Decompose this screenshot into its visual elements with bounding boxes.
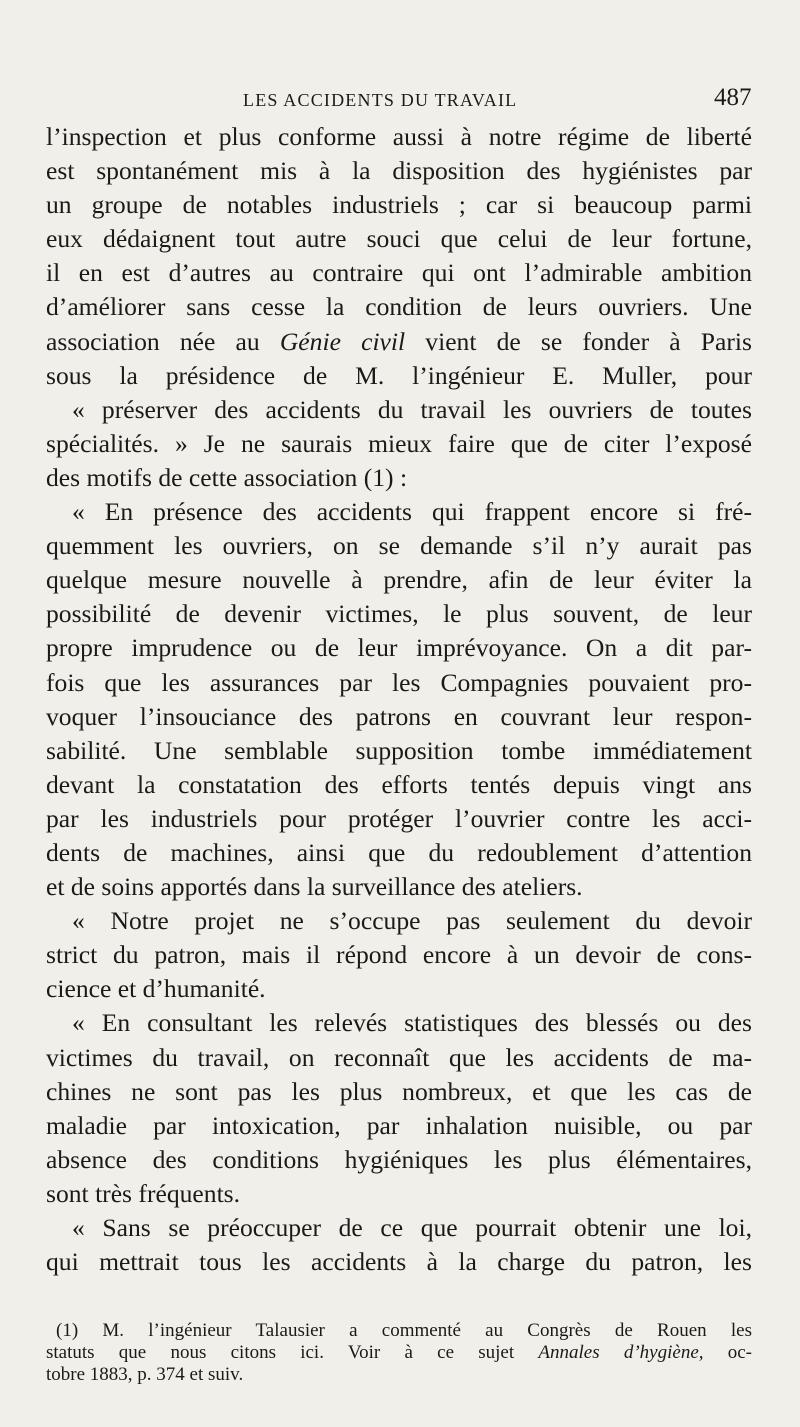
text-fragment: association née au (46, 326, 260, 356)
text-line: un groupe de notables industriels ; car si beaucoup parmi (46, 190, 752, 220)
body-text (46, 120, 752, 1279)
footnote-line: tobre 1883, p. 374 et suiv. (46, 1364, 244, 1385)
journal-title: Annales d’hygiène, (538, 1342, 704, 1363)
text-line: est spontanément mis à la disposition des hygiénistes par (46, 156, 752, 186)
text-line: d’améliorer sans cesse la condition de leurs ouvriers. Une (46, 292, 752, 322)
text-line: l’inspection et plus conforme aussi à notre régime de liberté (46, 122, 752, 151)
text-line: strict du patron, mais il répond encore à un devoir de cons- (46, 940, 752, 970)
text-line: quelque mesure nouvelle à prendre, afin de leur éviter la (46, 565, 752, 595)
text-line: cience et d’humanité. (46, 974, 266, 1004)
text-fragment: statuts que nous citons ici. Voir à ce sujet (46, 1342, 515, 1363)
text-line: quemment les ouvriers, on se demande s’il n’y aurait pas (46, 531, 752, 561)
text-line: « Sans se préoccuper de ce que pourrait obtenir une loi, (72, 1213, 752, 1242)
text-line: « préserver des accidents du travail les ouvriers de toutes (72, 394, 752, 424)
running-title: LES ACCIDENTS DU TRAVAIL (243, 90, 518, 110)
text-line: sous la présidence de M. l’ingénieur E. Muller, pour (46, 360, 752, 390)
text-line: devant la constatation des efforts tentés depuis vingt ans (46, 769, 752, 799)
text-line: possibilité de devenir victimes, le plus souvent, de leur (46, 599, 752, 629)
page-header (0, 84, 800, 120)
footnote-line (46, 1342, 752, 1364)
text-fragment: vient de se fonder à Paris (425, 326, 752, 356)
footnote-line: (1) M. l’ingénieur Talausier a commenté au Congrès de Rouen les (56, 1320, 752, 1341)
text-line: sabilité. Une semblable supposition tombe immédiatement (46, 735, 752, 765)
journal-title: Génie civil (279, 326, 406, 356)
text-line: eux dédaignent tout autre souci que celui de leur fortune, (46, 224, 752, 254)
text-line: dents de machines, ainsi que du redoublement d’attention (46, 837, 752, 867)
text-line: victimes du travail, on reconnaît que les accidents de ma- (46, 1042, 752, 1072)
text-line: et de soins apportés dans la surveillance des ateliers. (46, 872, 583, 902)
text-line: spécialités. » Je ne saurais mieux faire que de citer l’exposé (46, 428, 752, 458)
text-line: maladie par intoxication, par inhalation nuisible, ou par (46, 1110, 752, 1140)
text-line: « En présence des accidents qui frappent encore si fré- (72, 497, 752, 527)
text-line: des motifs de cette association (1) : (46, 462, 408, 492)
text-line: absence des conditions hygiéniques les plus élémentaires, (46, 1144, 752, 1174)
footnotes (46, 1320, 752, 1386)
text-line: qui mettrait tous les accidents à la charge du patron, les (46, 1247, 752, 1277)
text-line: par les industriels pour protéger l’ouvrier contre les acci- (46, 803, 752, 833)
text-line: propre imprudence ou de leur imprévoyance. On a dit par- (46, 633, 752, 663)
page-number: 487 (714, 84, 752, 111)
text-line: sont très fréquents. (46, 1178, 241, 1208)
text-fragment: oc- (727, 1342, 752, 1363)
text-line: « En consultant les relevés statistiques des blessés ou des (72, 1008, 752, 1038)
text-line (46, 325, 752, 359)
text-line: chines ne sont pas les plus nombreux, et que les cas de (46, 1076, 752, 1106)
text-line: il en est d’autres au contraire qui ont l’admirable ambition (46, 258, 752, 288)
text-line: « Notre projet ne s’occupe pas seulement du devoir (72, 906, 752, 936)
text-line: voquer l’insouciance des patrons en couvrant leur respon- (46, 701, 752, 731)
text-line: fois que les assurances par les Compagnies pouvaient pro- (46, 667, 752, 697)
